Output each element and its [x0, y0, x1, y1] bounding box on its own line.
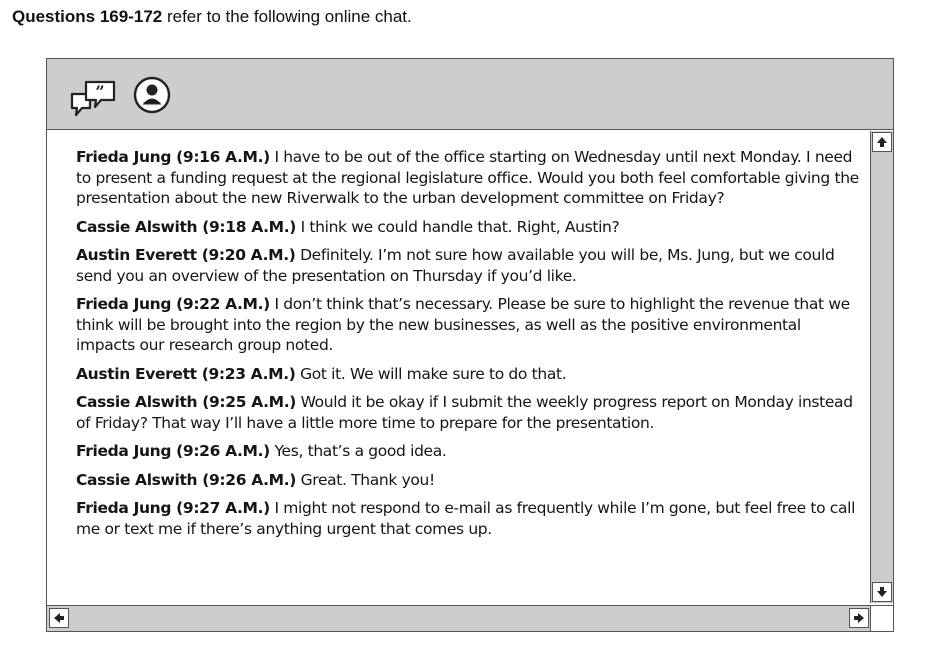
message-list — [47, 131, 871, 539]
svg-text:”: ” — [95, 82, 105, 101]
message-text: Got it. We will make sure to do that. — [295, 364, 567, 383]
chat-message — [76, 498, 859, 539]
message-text: I think we could handle that. Right, Austin? — [296, 217, 620, 236]
message-author: Austin Everett (9:23 A.M.) — [76, 364, 296, 383]
chat-window — [46, 58, 894, 632]
arrow-down-icon — [876, 586, 888, 598]
message-author: Frieda Jung (9:16 A.M.) — [76, 148, 270, 166]
chat-message — [76, 441, 859, 462]
message-text: Would it be okay if I submit the weekly progress report on Monday instead of Friday? That way I’ll have a little more time to prepare for the presentation. — [76, 393, 853, 432]
chat-message — [76, 364, 859, 385]
chat-message — [76, 392, 859, 433]
question-instruction: refer to the following online chat. — [162, 7, 412, 26]
chat-message — [76, 217, 859, 238]
user-avatar-icon[interactable] — [133, 76, 171, 114]
message-text: Definitely. I’m not sure how available you will be, Ms. Jung, but we could send you an overview of the presentation on Thursday if you’d like. — [76, 246, 835, 285]
message-author: Cassie Alswith (9:26 A.M.) — [76, 470, 297, 489]
message-author: Frieda Jung (9:26 A.M.) — [76, 442, 270, 460]
vertical-scrollbar[interactable] — [870, 131, 893, 603]
chat-message — [76, 245, 859, 286]
message-author: Cassie Alswith (9:18 A.M.) — [76, 217, 297, 236]
message-text: I might not respond to e-mail as frequently while I’m gone, but feel free to call me or text me if there’s anything urgent that comes up. — [76, 499, 856, 538]
arrow-right-icon — [853, 612, 865, 624]
scroll-left-button[interactable] — [49, 608, 69, 628]
message-author: Frieda Jung (9:22 A.M.) — [76, 295, 270, 313]
scroll-right-button[interactable] — [849, 608, 869, 628]
chat-title-bar — [47, 59, 893, 130]
message-text: Great. Thank you! — [296, 470, 435, 489]
question-heading — [12, 6, 412, 28]
arrow-up-icon — [876, 136, 888, 148]
scroll-down-button[interactable] — [872, 582, 892, 602]
chat-transcript — [47, 131, 871, 603]
question-range: Questions 169-172 — [12, 7, 163, 26]
message-text: I don’t think that’s necessary. Please be sure to highlight the revenue that we think will be brought into the region by the new businesses, as well as the positive environmental impacts our research group noted. — [76, 295, 850, 354]
chat-message — [76, 294, 859, 356]
horizontal-scrollbar[interactable] — [47, 605, 871, 631]
chat-message — [76, 147, 859, 209]
message-author: Austin Everett (9:20 A.M.) — [76, 246, 296, 264]
scroll-up-button[interactable] — [872, 132, 892, 152]
message-author: Frieda Jung (9:27 A.M.) — [76, 499, 270, 517]
arrow-left-icon — [53, 612, 65, 624]
message-text: Yes, that’s a good idea. — [269, 442, 447, 460]
message-author: Cassie Alswith (9:25 A.M.) — [76, 393, 297, 411]
chat-message — [76, 470, 859, 491]
message-text: I have to be out of the office starting on Wednesday until next Monday. I need to present a funding request at the regional legislature office. Would you both feel comfortable giving the presentation about the new Riverwalk to the urban development committee on Friday? — [76, 148, 859, 207]
chat-quote-icon[interactable] — [69, 79, 117, 119]
scrollbar-corner — [870, 605, 893, 631]
